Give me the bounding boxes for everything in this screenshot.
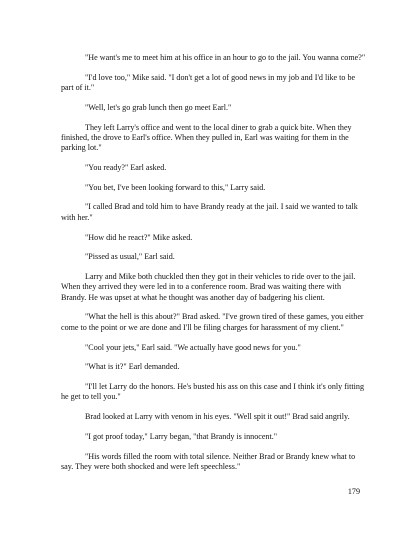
body-text <box>61 53 366 482</box>
paragraph: "Pissed as usual," Earl said. <box>85 252 175 262</box>
paragraph: "I called Brad and told him to have Brandy ready at the jail. I said we wanted to talk with her." <box>61 202 358 222</box>
paragraph: "I got proof today," Larry began, "that Brandy is innocent." <box>85 431 278 441</box>
paragraph: Larry and Mike both chuckled then they got in their vehicles to ride over to the jail. When they arrived they were led in to a conference room. Brad was waiting there with Brandy. He was upset at what he thought was another day of badgering his client. <box>61 271 356 302</box>
paragraph: Brad looked at Larry with venom in his eyes. "Well spit it out!" Brad said angrily. <box>85 412 350 422</box>
paragraph: "You bet, I've been looking forward to this," Larry said. <box>85 182 266 192</box>
paragraph: "Cool your jets," Earl said. "We actually have good news for you." <box>85 342 301 352</box>
paragraph: "I'd love too," Mike said. "I don't get a lot of good news in my job and I'd like to be part of it." <box>61 72 356 93</box>
paragraph: "How did he react?" Mike asked. <box>85 232 193 242</box>
page-number: 179 <box>347 487 360 496</box>
paragraph: They left Larry's office and went to the local diner to grab a quick bite. When they finished, the drove to Earl's office. When they pulled in, Earl was waiting for them in the parking lot." <box>61 122 352 153</box>
paragraph: "You ready?" Earl asked. <box>85 163 167 173</box>
paragraph: "Well, let's go grab lunch then go meet Earl." <box>85 102 232 112</box>
paragraph: "He want's me to meet him at his office in an hour to go to the jail. You wanna come?" <box>85 53 366 62</box>
paragraph: "His words filled the room with total silence. Neither Brad or Brandy knew what to say. They were both shocked and were left speechless." <box>61 451 356 471</box>
paragraph: "What the hell is this about?" Brad asked. "I've grown tired of these games, you either come to the point or we are done and I'll be filing charges for harassment of my client." <box>61 312 364 332</box>
paragraph: "What is it?" Earl demanded. <box>85 362 180 372</box>
paragraph: "I'll let Larry do the honors. He's busted his ass on this case and I think it's only fitting he get to tell you." <box>61 381 365 402</box>
